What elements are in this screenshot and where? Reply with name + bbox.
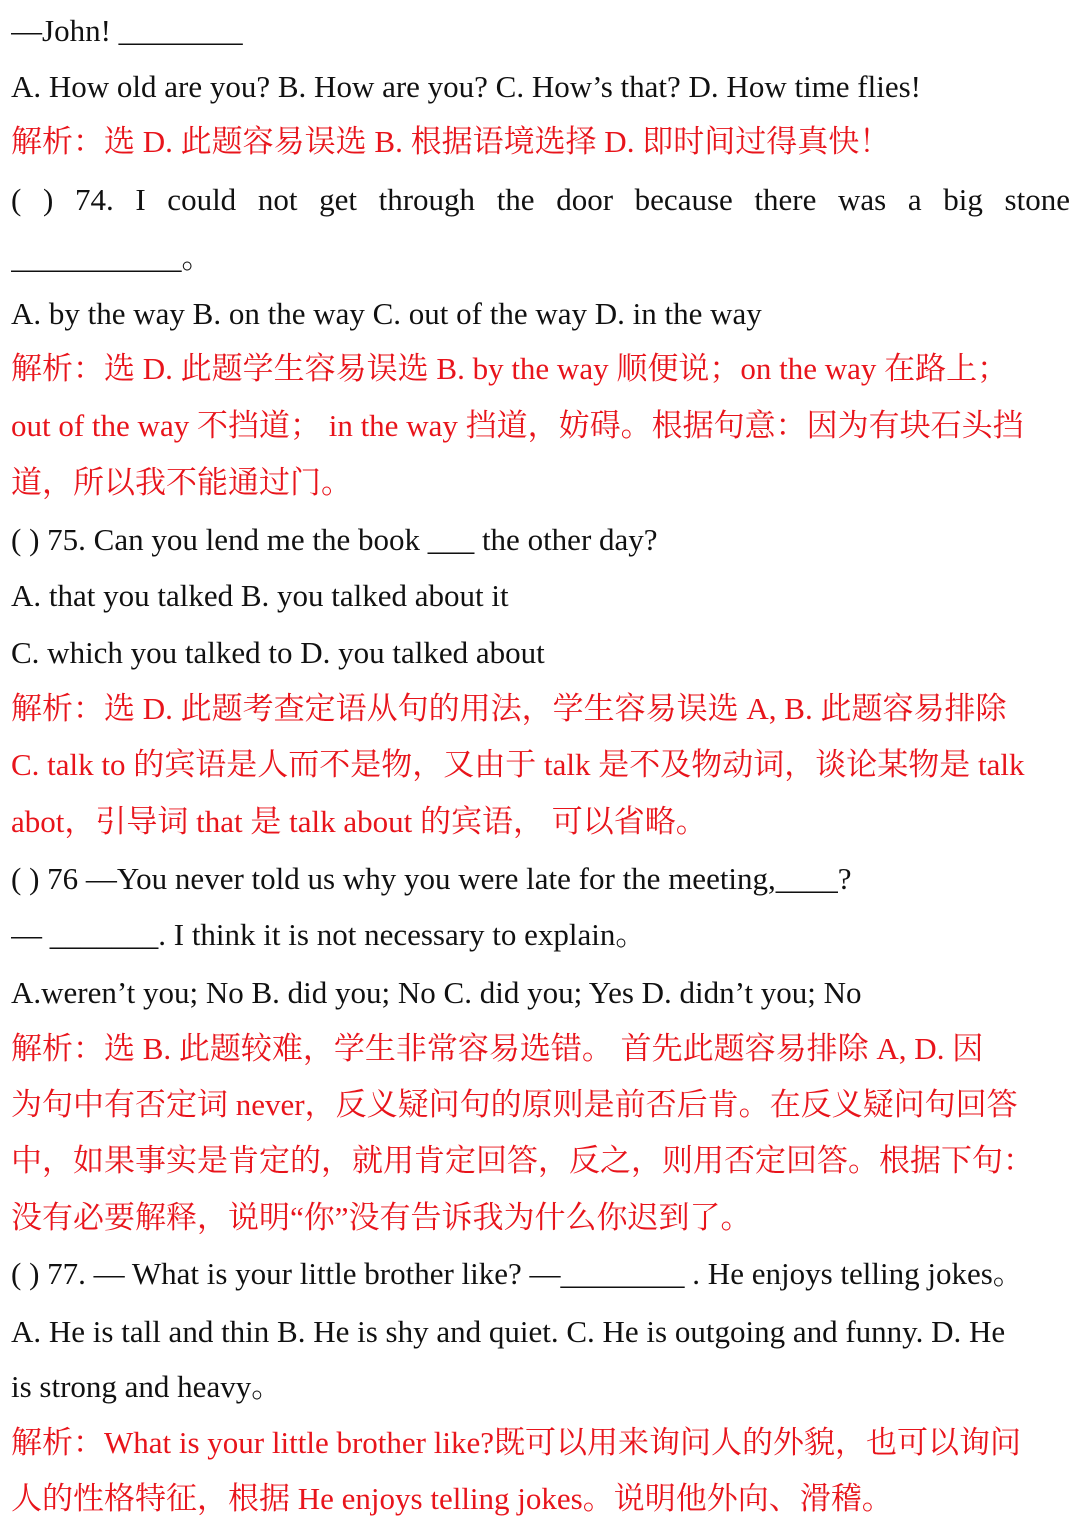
question-75-options-cd: C. which you talked to D. you talked about	[11, 635, 545, 670]
question-75-analysis-line-2: C. talk to 的宾语是人而不是物，又由于 talk 是不及物动词，谈论某物是 talk	[11, 747, 1025, 782]
question-76-analysis-line-1: 解析：选 B. 此题较难，学生非常容易选错。 首先此题容易排除 A, D. 因	[11, 1031, 984, 1066]
question-74-stem: ( ) 74. I could not get through the door because there was a big stone	[11, 182, 1070, 217]
question-77-options-line-1: A. He is tall and thin B. He is shy and quiet. C. He is outgoing and funny. D. He	[11, 1314, 1006, 1349]
question-73-stem-tail: —John! ________	[11, 13, 243, 48]
question-76-response: — _______. I think it is not necessary to explain。	[11, 917, 647, 952]
question-75-options-ab: A. that you talked B. you talked about it	[11, 578, 509, 613]
question-76-stem: ( ) 76 —You never told us why you were late for the meeting,____?	[11, 861, 852, 896]
question-74-analysis-line-2: out of the way 不挡道； in the way 挡道，妨碍。根据句意：因为有块石头挡	[11, 408, 1024, 443]
question-74-options: A. by the way B. on the way C. out of the way D. in the way	[11, 296, 762, 331]
question-77-analysis-line-2: 人的性格特征，根据 He enjoys telling jokes。说明他外向、滑稽。	[11, 1481, 893, 1516]
question-76-options: A.weren’t you; No B. did you; No C. did you; Yes D. didn’t you; No	[11, 975, 862, 1010]
question-77-analysis-line-1: 解析：What is your little brother like?既可以用来询问人的外貌，也可以询问	[11, 1425, 1021, 1460]
question-73-options: A. How old are you? B. How are you? C. How’s that? D. How time flies!	[11, 69, 922, 104]
question-75-stem: ( ) 75. Can you lend me the book ___ the other day?	[11, 522, 658, 557]
question-74-blank: ___________。	[11, 240, 213, 275]
question-76-analysis-line-3: 中，如果事实是肯定的，就用肯定回答，反之，则用否定回答。根据下句：	[11, 1143, 1034, 1178]
question-75-analysis-line-1: 解析：选 D. 此题考查定语从句的用法，学生容易误选 A, B. 此题容易排除	[11, 691, 1007, 726]
question-74-analysis-line-1: 解析：选 D. 此题学生容易误选 B. by the way 顺便说；on the way 在路上；	[11, 351, 1009, 386]
question-74-analysis-line-3: 道，所以我不能通过门。	[11, 465, 352, 500]
question-75-analysis-line-3: abot，引导词 that 是 talk about 的宾语， 可以省略。	[11, 804, 707, 839]
question-77-options-line-2: is strong and heavy。	[11, 1369, 283, 1404]
question-73-analysis: 解析：选 D. 此题容易误选 B. 根据语境选择 D. 即时间过得真快！	[11, 124, 891, 159]
question-76-analysis-line-2: 为句中有否定词 never，反义疑问句的原则是前否后肯。在反义疑问句回答	[11, 1087, 1018, 1122]
question-77-stem: ( ) 77. — What is your little brother like? —________ . He enjoys telling jokes。	[11, 1256, 1024, 1291]
question-76-analysis-line-4: 没有必要解释，说明“你”没有告诉我为什么你迟到了。	[11, 1200, 752, 1235]
